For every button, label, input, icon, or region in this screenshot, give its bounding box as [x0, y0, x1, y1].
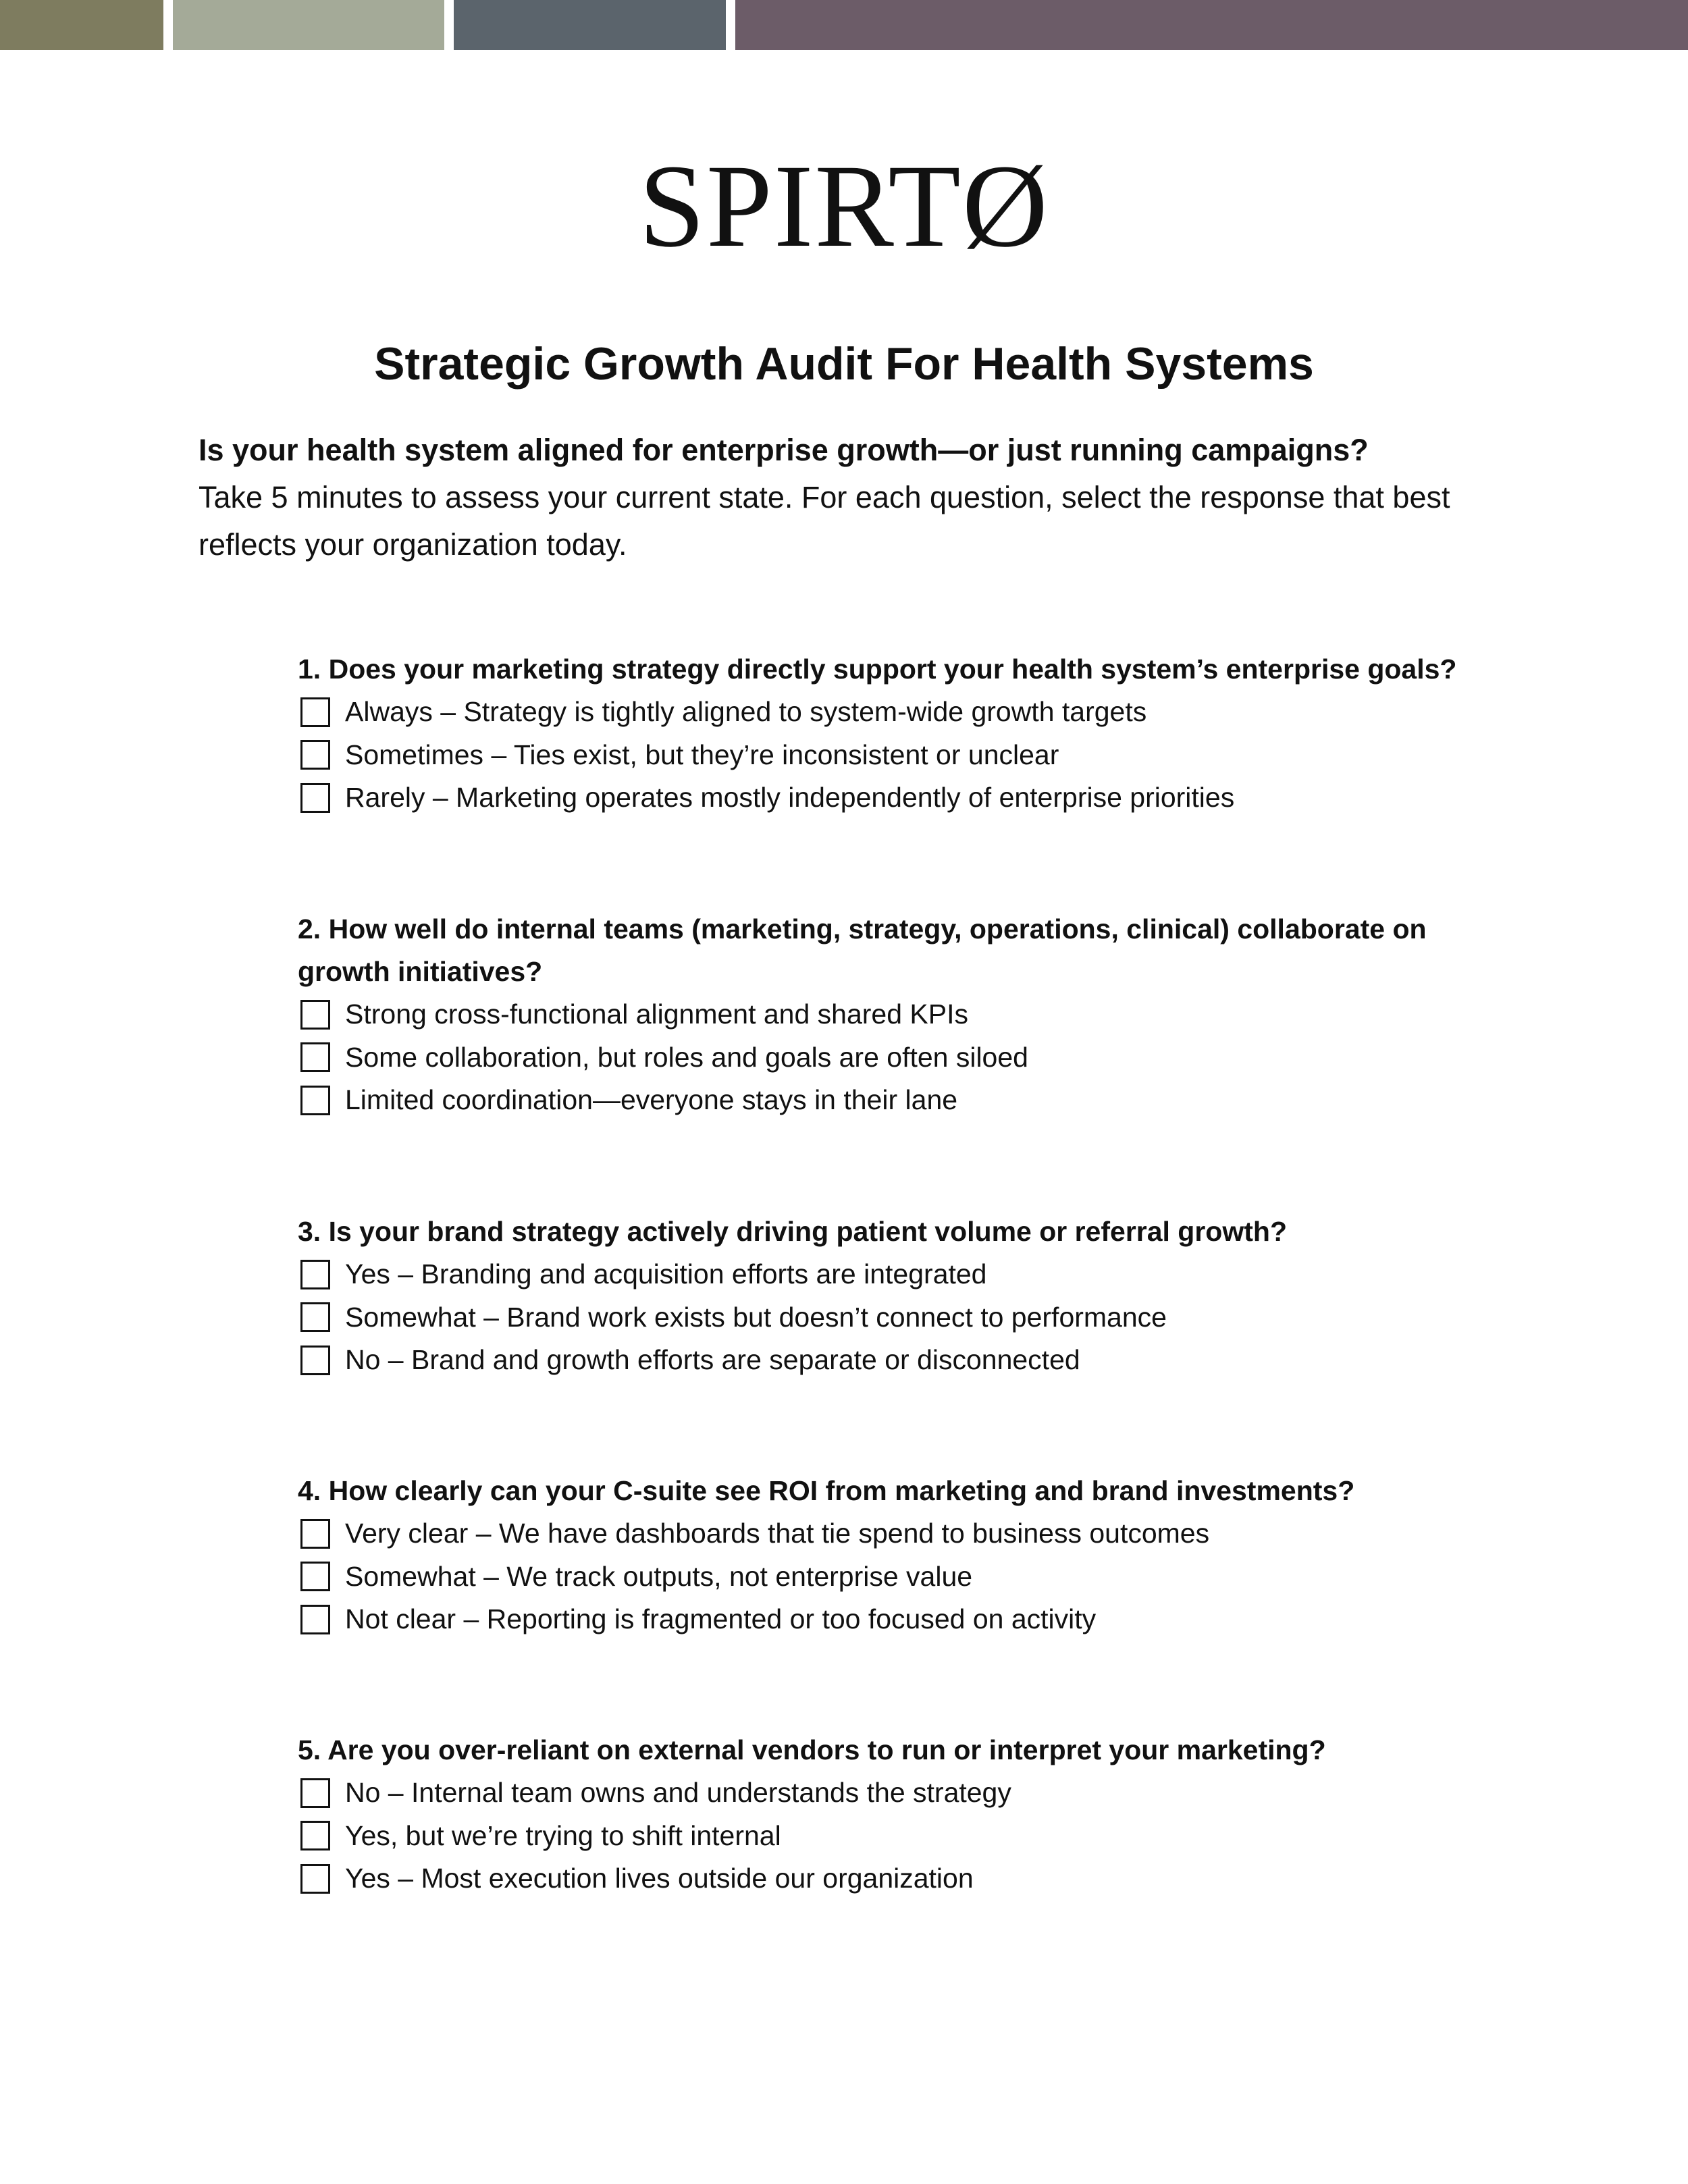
question-4-option-3[interactable]	[298, 1598, 1506, 1641]
option-label: Somewhat – We track outputs, not enterprise value	[345, 1560, 973, 1592]
option-label: Not clear – Reporting is fragmented or too focused on activity	[345, 1603, 1097, 1635]
question-1	[298, 648, 1506, 820]
checkbox[interactable]	[300, 1821, 330, 1850]
checkbox[interactable]	[300, 740, 330, 770]
checkbox[interactable]	[300, 1302, 330, 1332]
checkbox[interactable]	[300, 783, 330, 813]
brand-logo: SPIRTØ	[639, 140, 1049, 272]
option-label: Very clear – We have dashboards that tie spend to business outcomes	[345, 1518, 1210, 1549]
header-color-bar-2	[173, 0, 444, 50]
option-label: Rarely – Marketing operates mostly independently of enterprise priorities	[345, 782, 1235, 814]
intro-body: Take 5 minutes to assess your current state. For each question, select the response that best reflects your organization today.	[199, 480, 1450, 562]
question-2-option-1[interactable]	[298, 993, 1506, 1036]
option-label: Sometimes – Ties exist, but they’re inconsistent or unclear	[345, 739, 1059, 770]
question-3-option-3[interactable]	[298, 1339, 1506, 1382]
checkbox[interactable]	[300, 1778, 330, 1808]
option-label: Strong cross-functional alignment and shared KPIs	[345, 998, 969, 1030]
option-label: Yes – Most execution lives outside our organization	[345, 1863, 974, 1894]
question-2-option-2[interactable]	[298, 1036, 1506, 1080]
question-5-option-1[interactable]	[298, 1772, 1506, 1815]
checkbox[interactable]	[300, 1605, 330, 1634]
question-4-text: 4. How clearly can your C-suite see ROI from marketing and brand investments?	[298, 1475, 1355, 1506]
checkbox[interactable]	[300, 1519, 330, 1549]
question-1-option-2[interactable]	[298, 734, 1506, 777]
checkbox[interactable]	[300, 1346, 330, 1375]
option-label: Some collaboration, but roles and goals are often siloed	[345, 1041, 1028, 1073]
question-5-option-3[interactable]	[298, 1857, 1506, 1900]
option-label: Yes, but we’re trying to shift internal	[345, 1819, 781, 1851]
question-2-option-3[interactable]	[298, 1079, 1506, 1122]
header-color-bar-4	[735, 0, 1688, 50]
page-title: Strategic Growth Audit For Health Systems	[374, 338, 1314, 390]
question-1-text: 1. Does your marketing strategy directly support your health system’s enterprise goals?	[298, 654, 1457, 685]
question-4-option-1[interactable]	[298, 1512, 1506, 1555]
question-4-option-2[interactable]	[298, 1555, 1506, 1599]
intro-section	[199, 427, 1515, 568]
question-1-option-1[interactable]	[298, 691, 1506, 734]
question-3-text: 3. Is your brand strategy actively driving patient volume or referral growth?	[298, 1216, 1287, 1247]
header-color-bar-3	[454, 0, 726, 50]
checkbox[interactable]	[300, 1042, 330, 1072]
question-2	[298, 908, 1506, 1122]
question-3-option-1[interactable]	[298, 1253, 1506, 1296]
option-label: Always – Strategy is tightly aligned to system-wide growth targets	[345, 696, 1147, 728]
header-color-bar-1	[0, 0, 163, 50]
checkbox[interactable]	[300, 1562, 330, 1591]
option-label: Somewhat – Brand work exists but doesn’t connect to performance	[345, 1301, 1167, 1333]
question-3-option-2[interactable]	[298, 1296, 1506, 1339]
question-2-text: 2. How well do internal teams (marketing, strategy, operations, clinical) collaborate on growth initiatives?	[298, 913, 1427, 987]
question-5-text: 5. Are you over-reliant on external vendors to run or interpret your marketing?	[298, 1734, 1326, 1765]
intro-lead: Is your health system aligned for enterprise growth—or just running campaigns?	[199, 433, 1369, 467]
question-5	[298, 1729, 1506, 1900]
question-1-option-3[interactable]	[298, 776, 1506, 820]
checkbox[interactable]	[300, 1086, 330, 1115]
question-3	[298, 1210, 1506, 1382]
option-label: No – Brand and growth efforts are separate or disconnected	[345, 1344, 1080, 1376]
checkbox[interactable]	[300, 1000, 330, 1030]
checkbox[interactable]	[300, 1260, 330, 1289]
option-label: No – Internal team owns and understands the strategy	[345, 1777, 1011, 1809]
checkbox[interactable]	[300, 697, 330, 727]
option-label: Yes – Branding and acquisition efforts are integrated	[345, 1258, 987, 1290]
question-5-option-2[interactable]	[298, 1815, 1506, 1858]
checkbox[interactable]	[300, 1864, 330, 1894]
question-4	[298, 1470, 1506, 1641]
option-label: Limited coordination—everyone stays in their lane	[345, 1084, 958, 1116]
